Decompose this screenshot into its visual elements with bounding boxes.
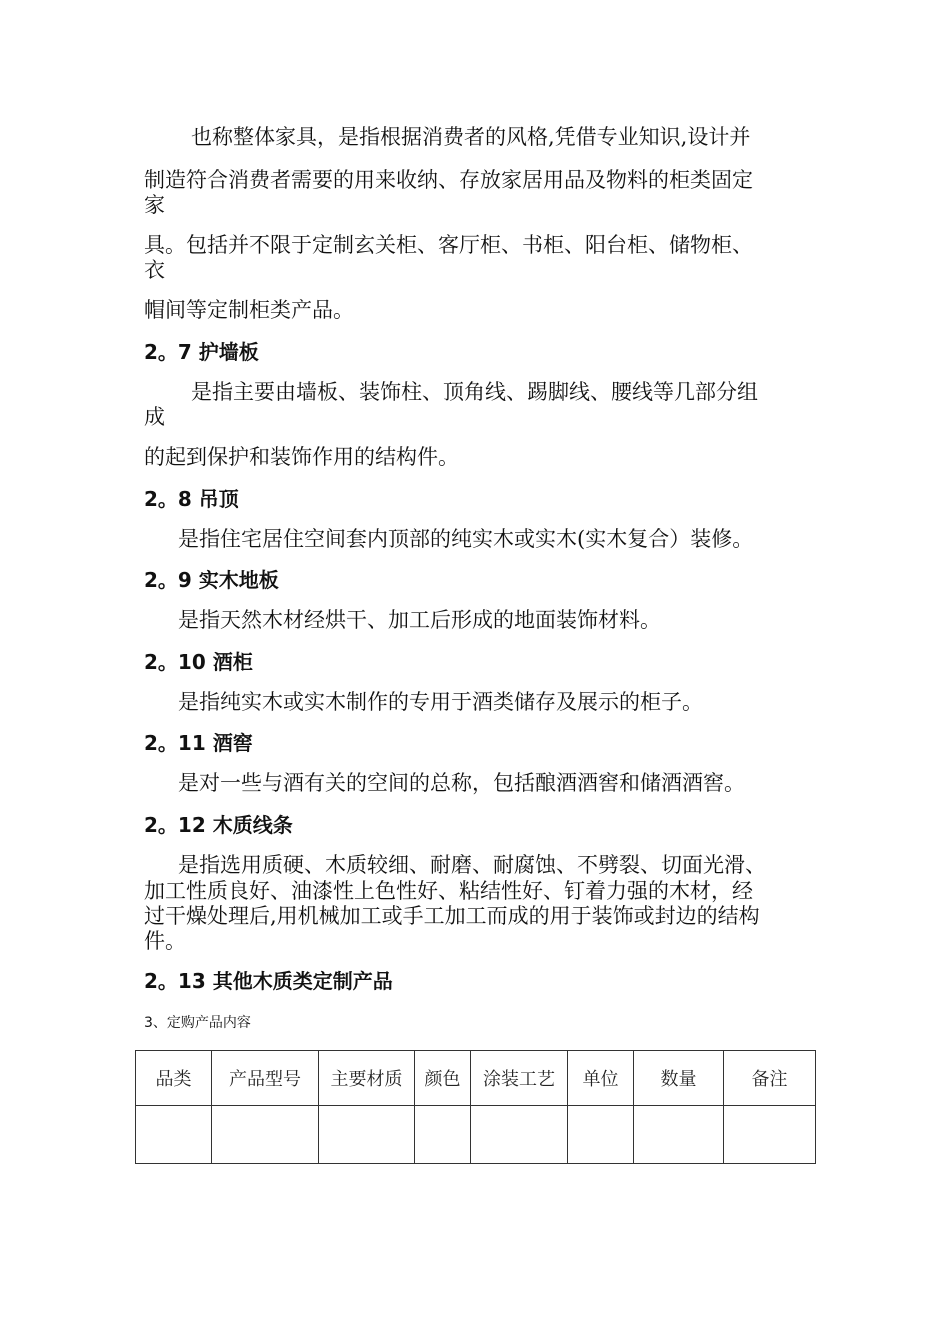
section-heading: 2。13 其他木质类定制产品: [144, 969, 393, 993]
table-row: [136, 1106, 816, 1164]
section-heading: 2。11 酒窖: [144, 731, 253, 755]
paragraph-line: 件。: [144, 929, 186, 953]
section-heading: 2。7 护墙板: [144, 340, 259, 364]
paragraph-line: 也称整体家具，是指根据消费者的风格,凭借专业知识,设计并: [191, 125, 751, 149]
paragraph-line: 的起到保护和装饰作用的结构件。: [144, 445, 459, 469]
table-cell[interactable]: [724, 1106, 816, 1164]
table-header-cell: 单位: [568, 1051, 634, 1106]
order-table: [135, 1050, 816, 1164]
section-heading: 2。9 实木地板: [144, 568, 279, 592]
section-heading: 3、定购产品内容: [144, 1015, 251, 1031]
paragraph-line: 家: [144, 193, 165, 217]
table-cell[interactable]: [136, 1106, 212, 1164]
table-header-cell: 备注: [724, 1051, 816, 1106]
paragraph-line: 帽间等定制柜类产品。: [144, 298, 354, 322]
table-cell[interactable]: [634, 1106, 724, 1164]
table-header-cell: 涂装工艺: [471, 1051, 568, 1106]
paragraph-line: 制造符合消费者需要的用来收纳、存放家居用品及物料的柜类固定: [144, 168, 753, 192]
table-header-row: [136, 1051, 816, 1106]
section-heading: 2。12 木质线条: [144, 813, 293, 837]
paragraph-line: 是指天然木材经烘干、加工后形成的地面装饰材料。: [178, 608, 661, 632]
paragraph-line: 衣: [144, 258, 165, 282]
table-header-cell: 产品型号: [212, 1051, 319, 1106]
table-cell[interactable]: [471, 1106, 568, 1164]
paragraph-line: 过干燥处理后,用机械加工或手工加工而成的用于装饰或封边的结构: [144, 904, 760, 928]
section-heading: 2。8 吊顶: [144, 487, 239, 511]
table-header-cell: 颜色: [415, 1051, 471, 1106]
table-cell[interactable]: [212, 1106, 319, 1164]
paragraph-line: 是指住宅居住空间套内顶部的纯实木或实木(实木复合）装修。: [178, 527, 754, 551]
paragraph-line: 加工性质良好、油漆性上色性好、粘结性好、钉着力强的木材，经: [144, 879, 753, 903]
paragraph-line: 是指选用质硬、木质较细、耐磨、耐腐蚀、不劈裂、切面光滑、: [178, 853, 766, 877]
table-cell[interactable]: [415, 1106, 471, 1164]
table-cell[interactable]: [319, 1106, 415, 1164]
paragraph-line: 是对一些与酒有关的空间的总称，包括酿酒酒窖和储酒酒窖。: [178, 771, 745, 795]
paragraph-line: 具。包括并不限于定制玄关柜、客厅柜、书柜、阳台柜、储物柜、: [144, 233, 753, 257]
paragraph-line: 是指主要由墙板、装饰柱、顶角线、踢脚线、腰线等几部分组: [191, 380, 758, 404]
table-header-cell: 品类: [136, 1051, 212, 1106]
table-header-cell: 数量: [634, 1051, 724, 1106]
table-cell[interactable]: [568, 1106, 634, 1164]
section-heading: 2。10 酒柜: [144, 650, 253, 674]
paragraph-line: 是指纯实木或实木制作的专用于酒类储存及展示的柜子。: [178, 690, 703, 714]
table-header-cell: 主要材质: [319, 1051, 415, 1106]
paragraph-line: 成: [144, 405, 165, 429]
